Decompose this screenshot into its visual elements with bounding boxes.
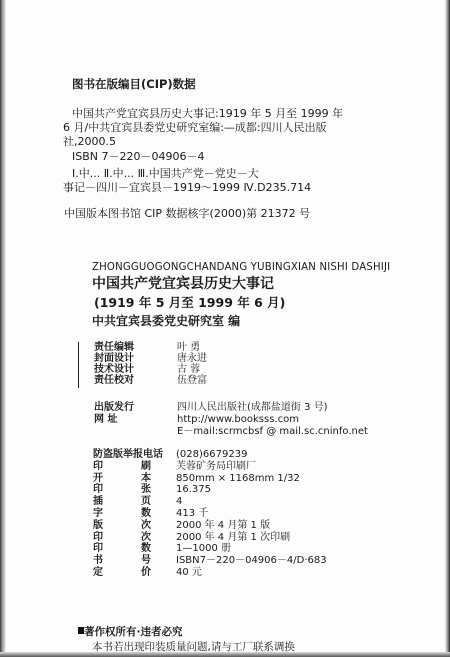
publisher-row [94,402,394,414]
spec-label: 版 次 [93,519,151,531]
credit-row [94,353,384,364]
credits-list [94,342,384,386]
cip-line-2: 6 月/中共宜宾县委党史研究室编:—成都:四川人民出版 [63,121,327,134]
credit-value: 伍登富 [177,375,207,386]
spec-row [93,543,393,555]
spec-value: 850mm × 1168mm 1/32 [176,472,300,484]
credit-value: 古 蓉 [177,364,201,375]
spec-row [93,520,393,532]
cip-line-1: 中国共产党宜宾县历史大事记:1919 年 5 月至 1999 年 [72,107,344,120]
spec-value: (028)6679239 [176,449,248,460]
publisher-value: http://www.booksss.com [177,414,299,425]
credit-row [94,342,384,353]
spec-label: 书 号 [93,555,151,567]
spec-value: ISBN7－220－04906－4/D·683 [176,555,327,567]
spec-value: 16.375 [176,484,211,496]
spec-row [93,461,393,473]
quality-notice: 本书若出现印装质量问题,请与工厂联系调换 [92,641,295,653]
credit-row [94,364,384,375]
spec-row [93,567,393,579]
spec-label: 印 次 [93,531,151,543]
publisher-label: 出版发行 [94,402,134,413]
spec-row [93,496,393,508]
credits-divider [78,342,79,388]
cip-heading: 图书在版编目(CIP)数据 [72,77,196,91]
publisher-row [94,426,394,438]
cip-classification-1: Ⅰ.中... Ⅱ.中... Ⅲ.中国共产党－党史－大 [72,167,259,180]
spec-value: 413 千 [176,507,209,519]
cip-isbn: ISBN 7－220－04906－4 [72,150,205,163]
print-specs [93,449,393,579]
publisher-info [94,402,394,438]
cip-number: 中国版本图书馆 CIP 数据核字(2000)第 21372 号 [64,207,311,220]
book-title: 中国共产党宜宾县历史大事记 [92,276,274,292]
spec-row [93,508,393,520]
cip-classification-2: 事记－四川－宜宾县－1919～1999 Ⅳ.D235.714 [63,181,312,194]
spec-row [93,473,393,485]
spec-row [93,532,393,544]
spec-value: 40 元 [176,566,202,578]
publisher-value: 四川人民出版社(成都盐道街 3 号) [177,402,328,413]
spec-value: 4 [176,496,183,508]
spec-value: 2000 年 4 月第 1 次印刷 [176,531,291,543]
publisher-row [94,414,394,426]
publisher-value: E－mail:scrmcbsf @ mail.sc.cninfo.net [177,426,368,437]
credit-label: 技术设计 [94,364,134,375]
publisher-label: 网 址 [94,414,118,425]
credit-label: 责任校对 [94,375,134,386]
scan-edge-right [445,0,450,657]
spec-label: 印 刷 [93,460,151,472]
copyright-notice: 著作权所有·违者必究 [84,626,183,638]
spec-label: 防盗版举报电话 [93,449,163,460]
spec-row [93,555,393,567]
book-subtitle: (1919 年 5 月至 1999 年 6 月) [94,295,286,310]
spec-label: 字 数 [93,507,151,519]
credit-value: 唐永进 [177,353,207,364]
spec-label: 插 页 [93,496,151,508]
book-title-pinyin: ZHONGGUOGONGCHANDANG YUBINGXIAN NISHI DASHIJI [92,261,391,273]
spec-row [93,449,393,461]
spec-label: 开 本 [93,472,151,484]
spec-row [93,484,393,496]
book-editor: 中共宜宾县委党史研究室 编 [92,314,241,328]
spec-label: 印 数 [93,543,151,555]
spec-value: 2000 年 4 月第 1 版 [176,519,271,531]
credit-label: 封面设计 [94,353,134,364]
credit-value: 叶 勇 [177,342,201,353]
credit-row [94,375,384,386]
scan-edge-left [0,0,6,657]
spec-value: 1—1000 册 [176,543,231,555]
spec-value: 芙蓉矿务局印刷厂 [176,460,256,472]
spec-label: 印 张 [93,484,151,496]
spec-label: 定 价 [93,566,151,578]
credit-label: 责任编辑 [94,342,134,353]
cip-line-3: 社,2000.5 [63,135,116,148]
